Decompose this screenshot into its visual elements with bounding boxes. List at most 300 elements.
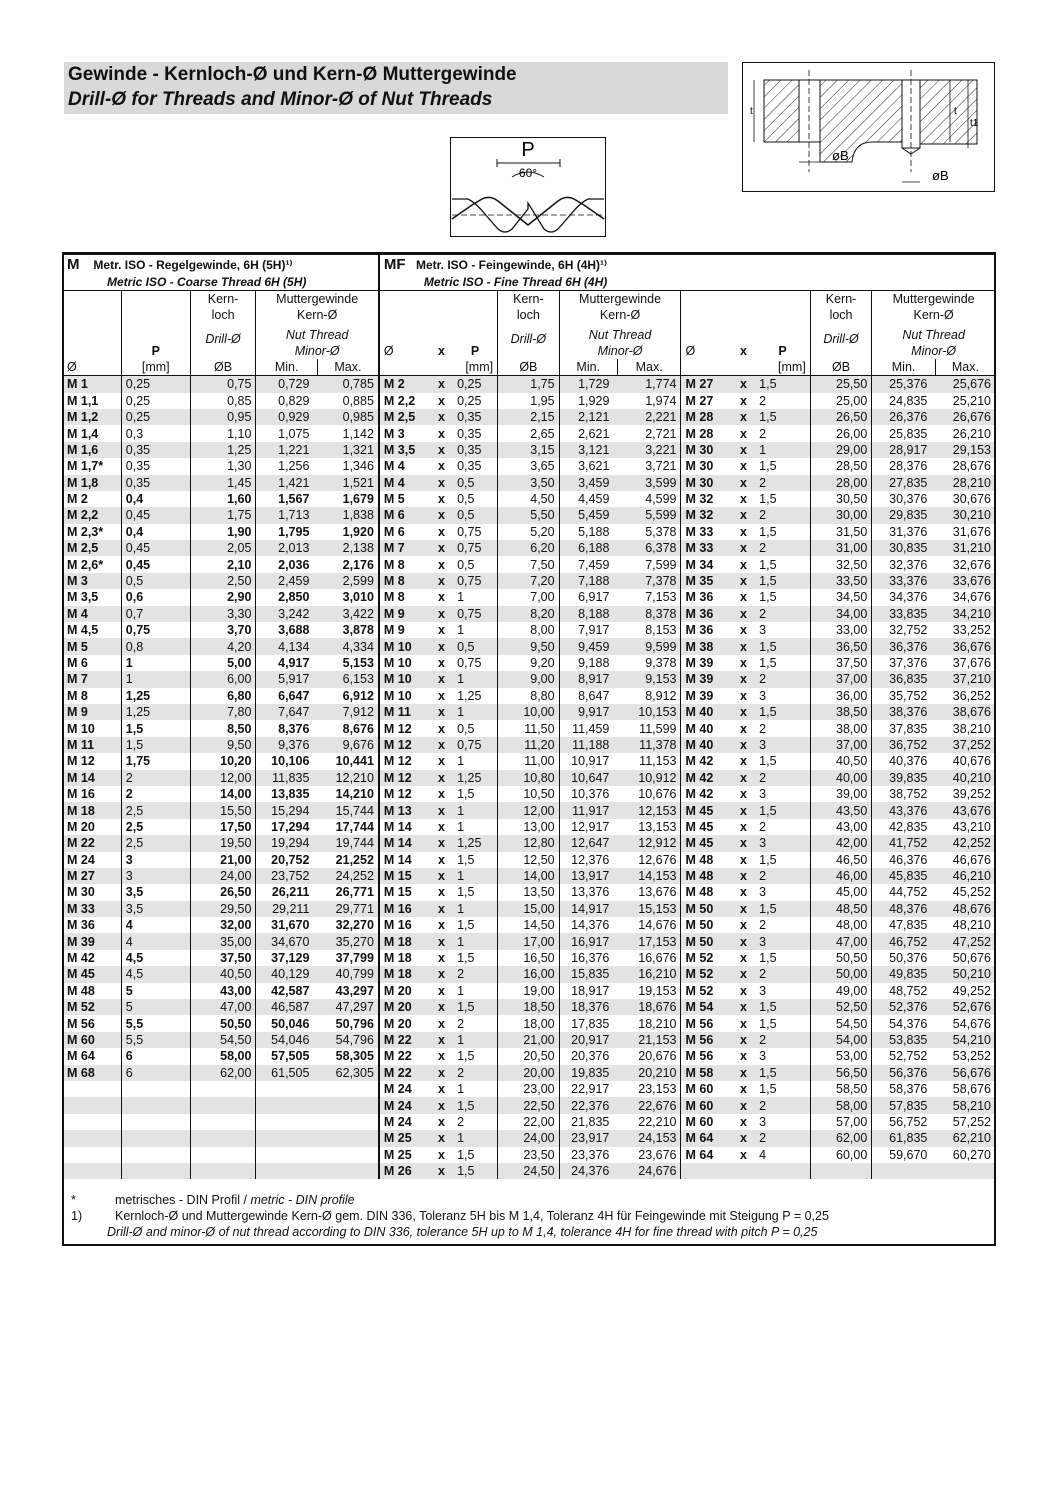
min-mf: 15,835	[559, 966, 617, 982]
min-mf: 18,376	[559, 999, 617, 1015]
pitch-mf2: 4	[759, 1147, 767, 1162]
drill-m: 21,00	[190, 852, 256, 868]
x-mf: x	[430, 540, 453, 556]
thread-profile-diagram	[450, 137, 606, 237]
drill-mf2: 43,00	[810, 819, 871, 835]
pitch-mf: 1	[457, 1082, 465, 1097]
pitch-mf2: 3	[755, 835, 810, 851]
thread-size-mf: M 2	[379, 376, 430, 393]
thread-size-mf2: M 27	[681, 393, 732, 409]
min-m: 54,046	[256, 1032, 317, 1048]
min-mf: 12,917	[559, 819, 617, 835]
thread-size-mf: M 8	[379, 589, 430, 605]
section-mf-title: Metr. ISO - Feingewinde, 6H (4H)¹⁾	[416, 258, 607, 273]
x-mf2: x	[732, 409, 755, 425]
thread-size-m: M 1	[63, 376, 121, 393]
drill-mf: 7,50	[498, 556, 559, 572]
pitch-mf2: 1,5	[755, 1065, 810, 1081]
x-mf: x	[430, 409, 453, 425]
thread-size-mf: M 12	[379, 720, 430, 736]
thread-size-mf2: M 34	[681, 556, 732, 572]
table-row	[63, 852, 995, 868]
max-mf2: 39,252	[952, 787, 991, 802]
min-mf: 10,917	[559, 753, 617, 769]
drill-m: 37,50	[190, 950, 256, 966]
drill-m: 62,00	[190, 1065, 256, 1081]
pitch-mf2: 1,5	[755, 704, 810, 720]
pitch-m	[121, 1163, 190, 1179]
max-mf: 3,599	[617, 475, 681, 491]
min-m: 46,587	[256, 999, 317, 1015]
max-mf: 10,153	[617, 704, 681, 720]
pitch-mf2: 3	[759, 885, 767, 900]
section-mf-code: MF	[383, 256, 406, 274]
pitch-mf2: 1,5	[759, 852, 777, 867]
col-p-header: P	[121, 290, 190, 359]
max-mf: 10,912	[617, 770, 681, 786]
thread-size-m: M 10	[67, 721, 95, 736]
thread-size-m: M 60	[63, 1032, 121, 1048]
thread-size-mf: M 26	[379, 1163, 430, 1179]
pitch-mf2: 3	[755, 933, 810, 949]
drill-m: 2,90	[190, 589, 256, 605]
pitch-m: 1	[121, 655, 190, 671]
min-m: 19,294	[256, 835, 317, 851]
drill-mf2: 25,00	[810, 393, 871, 409]
drill-mf: 22,50	[498, 1097, 559, 1113]
thread-size-mf2	[681, 1163, 732, 1179]
max-mf2: 60,270	[952, 1147, 991, 1162]
table-row	[63, 819, 995, 835]
thread-size-mf2: M 48	[681, 884, 732, 900]
min-mf2: 38,752	[872, 786, 936, 802]
pitch-mf2: 2	[755, 868, 810, 884]
min-mf: 18,917	[559, 983, 617, 999]
drill-mf: 11,20	[498, 737, 559, 753]
pitch-m: 0,35	[121, 475, 190, 491]
x-mf2: x	[740, 1114, 747, 1129]
thread-size-mf: M 12	[379, 786, 430, 802]
thread-size-mf: M 3	[379, 425, 430, 441]
pitch-mf2: 3	[759, 1114, 767, 1129]
max-mf: 23,153	[638, 1082, 677, 1097]
max-mf2: 26,210	[952, 426, 991, 441]
max-mf2: 31,676	[952, 524, 991, 539]
x-mf: x	[430, 606, 453, 622]
pitch-mf2: 1,5	[759, 524, 777, 539]
table-row	[63, 835, 995, 851]
thread-size-m: M 30	[67, 885, 95, 900]
drill-m: 58,00	[190, 1048, 256, 1064]
thread-size-m: M 27	[63, 868, 121, 884]
min-mf2: 37,376	[872, 655, 936, 671]
pitch-mf: 1,5	[453, 1097, 498, 1113]
footnote-star: * metrisches - DIN Profil / metric - DIN profile	[71, 1193, 355, 1207]
min-mf2: 30,376	[872, 491, 936, 507]
thread-size-mf2: M 42	[681, 770, 732, 786]
min-mf2: 36,376	[872, 638, 936, 654]
thread-size-mf: M 25	[379, 1147, 430, 1163]
thread-size-mf2: M 50	[681, 933, 732, 949]
thread-size-mf2: M 42	[681, 753, 732, 769]
x-mf2: x	[740, 787, 747, 802]
x-mf2: x	[732, 606, 755, 622]
pitch-mf: 1,5	[453, 1163, 498, 1179]
x-mf2: x	[732, 802, 755, 818]
max-m: 0,785	[317, 376, 379, 393]
x-mf: x	[430, 671, 453, 687]
drill-m: 0,95	[190, 409, 256, 425]
min-mf2: 31,376	[872, 524, 936, 540]
pitch-mf: 0,75	[453, 573, 498, 589]
section-mf-title-en: Metric ISO - Fine Thread 6H (4H)	[423, 274, 608, 289]
drill-m: 12,00	[190, 770, 256, 786]
thread-size-mf2: M 64	[681, 1130, 732, 1146]
pitch-m: 2	[121, 770, 190, 786]
max-mf2: 42,252	[935, 835, 995, 851]
min-mf2: 28,917	[872, 442, 936, 458]
min-m: 0,929	[256, 409, 317, 425]
thread-size-mf: M 14	[379, 819, 430, 835]
thread-size-mf2: M 39	[681, 655, 732, 671]
max-mf: 10,676	[638, 787, 677, 802]
x-mf: x	[430, 507, 453, 523]
min-m: 1,795	[256, 524, 317, 540]
thread-size-mf: M 25	[379, 1130, 430, 1146]
min-mf2: 33,376	[872, 573, 936, 589]
thread-size-mf2: M 45	[681, 802, 732, 818]
thread-size-mf: M 10	[379, 655, 430, 671]
max-mf2: 40,676	[952, 754, 991, 769]
max-mf: 24,676	[617, 1163, 681, 1179]
thread-size-m: M 16	[67, 787, 95, 802]
angle-label: 60°	[518, 166, 538, 180]
thread-size-mf2: M 50	[681, 917, 732, 933]
table-row	[63, 1048, 995, 1064]
drill-m: 1,60	[190, 491, 256, 507]
min-m: 3,242	[256, 606, 317, 622]
thread-size-m: M 1,4	[67, 426, 99, 441]
x-mf2: x	[740, 721, 747, 736]
max-mf2: 28,210	[935, 475, 995, 491]
max-mf: 3,221	[617, 442, 681, 458]
min-m: 15,294	[256, 802, 317, 818]
thread-size-mf: M 16	[379, 901, 430, 917]
max-mf2: 48,676	[935, 901, 995, 917]
pitch-m: 1,75	[121, 753, 190, 769]
pitch-mf2: 3	[759, 623, 767, 638]
max-mf: 12,912	[617, 835, 681, 851]
pitch-mf2: 1,5	[755, 376, 810, 393]
pitch-m: 0,75	[121, 622, 190, 638]
max-mf: 20,210	[617, 1065, 681, 1081]
drill-m: 15,50	[190, 802, 256, 818]
max-m: 1,838	[317, 507, 379, 523]
pitch-mf2: 2	[759, 721, 767, 736]
x-mf: x	[430, 901, 453, 917]
max-m: 19,744	[317, 835, 379, 851]
max-mf: 14,153	[617, 868, 681, 884]
thread-size-mf: M 15	[379, 884, 430, 900]
thread-size-mf2: M 56	[681, 1015, 732, 1031]
drill-mf2: 49,00	[810, 983, 871, 999]
min-mf2: 53,835	[872, 1032, 936, 1048]
min-mf2: 58,376	[872, 1081, 936, 1097]
min-mf2: 40,376	[872, 753, 936, 769]
table-row	[63, 638, 995, 654]
pitch-mf2: 1,5	[755, 573, 810, 589]
thread-size-mf: M 22	[379, 1048, 430, 1064]
thread-size-mf2: M 56	[681, 1048, 732, 1064]
min-mf: 23,376	[559, 1147, 617, 1163]
max-mf2: 45,252	[952, 885, 991, 900]
drill-m: 6,80	[190, 688, 256, 704]
pitch-m: 4	[121, 933, 190, 949]
db-label-left: øB	[832, 148, 849, 163]
max-mf: 1,974	[645, 393, 677, 408]
drill-mf2: 54,50	[810, 1015, 871, 1031]
min-mf2: 35,752	[872, 688, 936, 704]
pitch-mf2: 2	[755, 770, 810, 786]
min-mf2: 24,835	[872, 393, 936, 409]
pitch-mf: 0,75	[453, 606, 498, 622]
pitch-mf: 0,35	[457, 459, 482, 474]
drill-m	[190, 1163, 256, 1179]
min-mf2: 25,376	[872, 376, 936, 393]
pitch-mf: 0,75	[457, 656, 482, 670]
table-row	[63, 655, 995, 671]
min-mf: 22,376	[559, 1097, 617, 1113]
thread-size-m: M 1,1	[67, 393, 99, 408]
max-mf2: 38,210	[952, 721, 991, 736]
min-mf: 19,835	[559, 1065, 617, 1081]
thread-size-mf: M 7	[379, 540, 430, 556]
drill-mf: 16,50	[498, 950, 559, 966]
drill-mf: 20,50	[498, 1048, 559, 1064]
pitch-m	[121, 1130, 190, 1146]
x-mf: x	[430, 999, 453, 1015]
pitch-m: 0,7	[121, 606, 190, 622]
pitch-m: 0,35	[121, 458, 190, 474]
min-m: 31,670	[256, 917, 317, 933]
min-m: 5,917	[256, 671, 317, 687]
thread-size-mf: M 16	[379, 917, 430, 933]
pitch-mf2: 1,5	[755, 638, 810, 654]
max-mf: 5,378	[645, 524, 677, 539]
thread-size-m: M 36	[67, 918, 95, 933]
max-mf2: 43,676	[935, 802, 995, 818]
drill-m	[190, 1097, 256, 1113]
drill-mf: 3,65	[498, 458, 559, 474]
max-mf: 13,153	[638, 819, 677, 834]
pitch-mf2: 2	[755, 1130, 810, 1146]
x-mf2: x	[740, 918, 747, 933]
table-row	[63, 393, 995, 409]
drill-mf2: 40,50	[810, 753, 871, 769]
drill-m: 0,85	[190, 393, 256, 409]
x-mf: x	[437, 1114, 445, 1129]
x-mf: x	[437, 1082, 445, 1097]
drill-mf2: 36,50	[810, 638, 871, 654]
drill-mf2: 48,00	[810, 917, 871, 933]
min-m: 40,129	[256, 966, 317, 982]
thread-size-mf: M 14	[379, 852, 430, 868]
thread-size-mf: M 24	[379, 1097, 430, 1113]
thread-size-mf2: M 64	[681, 1147, 732, 1163]
drill-mf: 15,00	[498, 901, 559, 917]
min-mf2: 52,376	[872, 999, 936, 1015]
thread-size-m: M 52	[63, 999, 121, 1015]
pitch-mf2: 1,5	[755, 999, 810, 1015]
column-header-row	[63, 290, 995, 359]
drill-mf: 17,00	[498, 933, 559, 949]
drill-mf2: 42,00	[810, 835, 871, 851]
section-subheader-row	[63, 273, 995, 290]
table-row	[63, 589, 995, 605]
min-mf: 2,121	[559, 409, 617, 425]
pitch-mf: 2	[457, 1114, 465, 1129]
max-mf2: 54,210	[935, 1032, 995, 1048]
drill-mf: 8,20	[498, 606, 559, 622]
max-m: 26,771	[335, 885, 374, 900]
pitch-mf2: 1,5	[759, 951, 777, 966]
min-mf: 11,917	[559, 802, 617, 818]
max-mf: 17,153	[617, 933, 681, 949]
x-mf: x	[430, 868, 453, 884]
x-mf: x	[430, 1130, 453, 1146]
x-mf: x	[437, 1147, 445, 1162]
drill-mf2: 33,00	[810, 622, 871, 638]
drill-mf2: 46,00	[810, 868, 871, 884]
footnote-1-en: Drill-Ø and minor-Ø of nut thread according to DIN 336, tolerance 5H up to M 1,4, tolerance 4H for fine thread with pitch P = 0,25	[107, 1225, 818, 1239]
col-mf2-p-header: P	[778, 343, 787, 358]
drill-mf: 10,50	[498, 786, 559, 802]
table-row	[63, 802, 995, 818]
drill-mf: 12,50	[498, 852, 559, 868]
drill-mf2: 31,50	[810, 524, 871, 540]
min-mf2: 29,835	[872, 507, 936, 523]
thread-size-mf2: M 60	[681, 1114, 732, 1130]
max-m: 2,599	[317, 573, 379, 589]
thread-size-m: M 6	[67, 656, 88, 670]
thread-size-m: M 56	[67, 1016, 95, 1031]
min-m	[256, 1097, 317, 1113]
x-mf2: x	[732, 638, 755, 654]
thread-size-mf: M 15	[379, 868, 430, 884]
drill-mf: 6,20	[498, 540, 559, 556]
drill-mf: 16,00	[498, 966, 559, 982]
thread-size-mf2: M 52	[681, 966, 732, 982]
min-mf: 12,376	[559, 852, 617, 868]
pitch-mf2: 1,5	[759, 492, 777, 507]
x-mf2: x	[732, 966, 755, 982]
thread-size-mf: M 8	[379, 573, 430, 589]
table-row	[63, 720, 995, 736]
x-mf: x	[430, 835, 453, 851]
drill-mf2: 37,50	[810, 655, 871, 671]
min-mf2: 44,752	[872, 884, 936, 900]
max-m: 40,799	[317, 966, 379, 982]
thread-size-mf2: M 39	[681, 671, 732, 687]
drill-mf: 7,20	[498, 573, 559, 589]
min-mf2: 56,752	[872, 1114, 936, 1130]
min-m: 1,567	[256, 491, 317, 507]
max-m	[317, 1097, 379, 1113]
drill-m: 2,10	[190, 556, 256, 572]
drill-mf2: 30,00	[810, 507, 871, 523]
thread-size-m: M 64	[67, 1049, 95, 1064]
min-mf2: 46,752	[872, 933, 936, 949]
min-mf2: 32,376	[872, 556, 936, 572]
col-mf-muttergewinde-header: Muttergewinde Kern-Ø Nut Thread Minor-Ø	[559, 290, 681, 359]
max-mf: 9,378	[645, 656, 677, 670]
pitch-m: 0,5	[121, 573, 190, 589]
drill-mf2: 45,00	[810, 884, 871, 900]
x-mf2: x	[740, 983, 747, 998]
col-mf2-muttergewinde-header: Muttergewinde Kern-Ø Nut Thread Minor-Ø	[872, 290, 995, 359]
thread-size-mf: M 18	[379, 950, 430, 966]
max-mf2: 29,153	[935, 442, 995, 458]
max-mf: 14,676	[638, 918, 677, 933]
thread-size-mf: M 13	[379, 802, 430, 818]
min-m: 50,046	[256, 1015, 317, 1031]
thread-size-mf2: M 50	[681, 901, 732, 917]
pitch-m: 0,6	[121, 589, 190, 605]
min-mf2: 45,835	[872, 868, 936, 884]
drill-mf: 1,75	[498, 376, 559, 393]
min-m: 2,013	[256, 540, 317, 556]
thread-size-m: M 12	[67, 754, 95, 769]
pitch-mf2: 2	[755, 475, 810, 491]
pitch-mf: 1	[453, 933, 498, 949]
pitch-mf2: 2	[759, 918, 767, 933]
drill-m: 26,50	[190, 884, 256, 900]
pitch-mf2: 1,5	[759, 459, 777, 474]
thread-size-m	[63, 1097, 121, 1113]
pitch-m: 2,5	[121, 819, 190, 835]
x-mf2: x	[740, 1016, 747, 1031]
max-mf: 3,721	[645, 459, 677, 474]
pitch-mf2	[755, 1163, 810, 1179]
table-row	[63, 524, 995, 540]
thread-size-mf: M 24	[379, 1114, 430, 1130]
thread-size-m: M 2	[67, 492, 88, 507]
drill-mf: 3,15	[498, 442, 559, 458]
thread-size-m: M 20	[67, 819, 95, 834]
min-mf2: 48,376	[872, 901, 936, 917]
pitch-mf2: 2	[755, 507, 810, 523]
x-mf2: x	[732, 737, 755, 753]
drill-mf2: 38,50	[810, 704, 871, 720]
drill-m: 47,00	[190, 999, 256, 1015]
x-mf: x	[437, 524, 445, 539]
min-mf2: 34,376	[872, 589, 936, 605]
max-mf: 11,378	[617, 737, 681, 753]
pitch-mf: 2	[457, 1016, 465, 1031]
max-m: 2,176	[342, 557, 374, 572]
thread-size-mf2: M 30	[681, 442, 732, 458]
min-m: 1,256	[256, 458, 317, 474]
min-mf2: 48,752	[872, 983, 936, 999]
thread-size-mf: M 10	[379, 671, 430, 687]
x-mf: x	[437, 1016, 445, 1031]
thread-size-m	[63, 1130, 121, 1146]
col-mf-x-header: x	[437, 343, 445, 358]
pitch-m: 0,45	[121, 556, 190, 572]
thread-size-mf: M 4	[379, 475, 430, 491]
table-row	[63, 1081, 995, 1097]
section-m-code: M	[67, 256, 80, 274]
